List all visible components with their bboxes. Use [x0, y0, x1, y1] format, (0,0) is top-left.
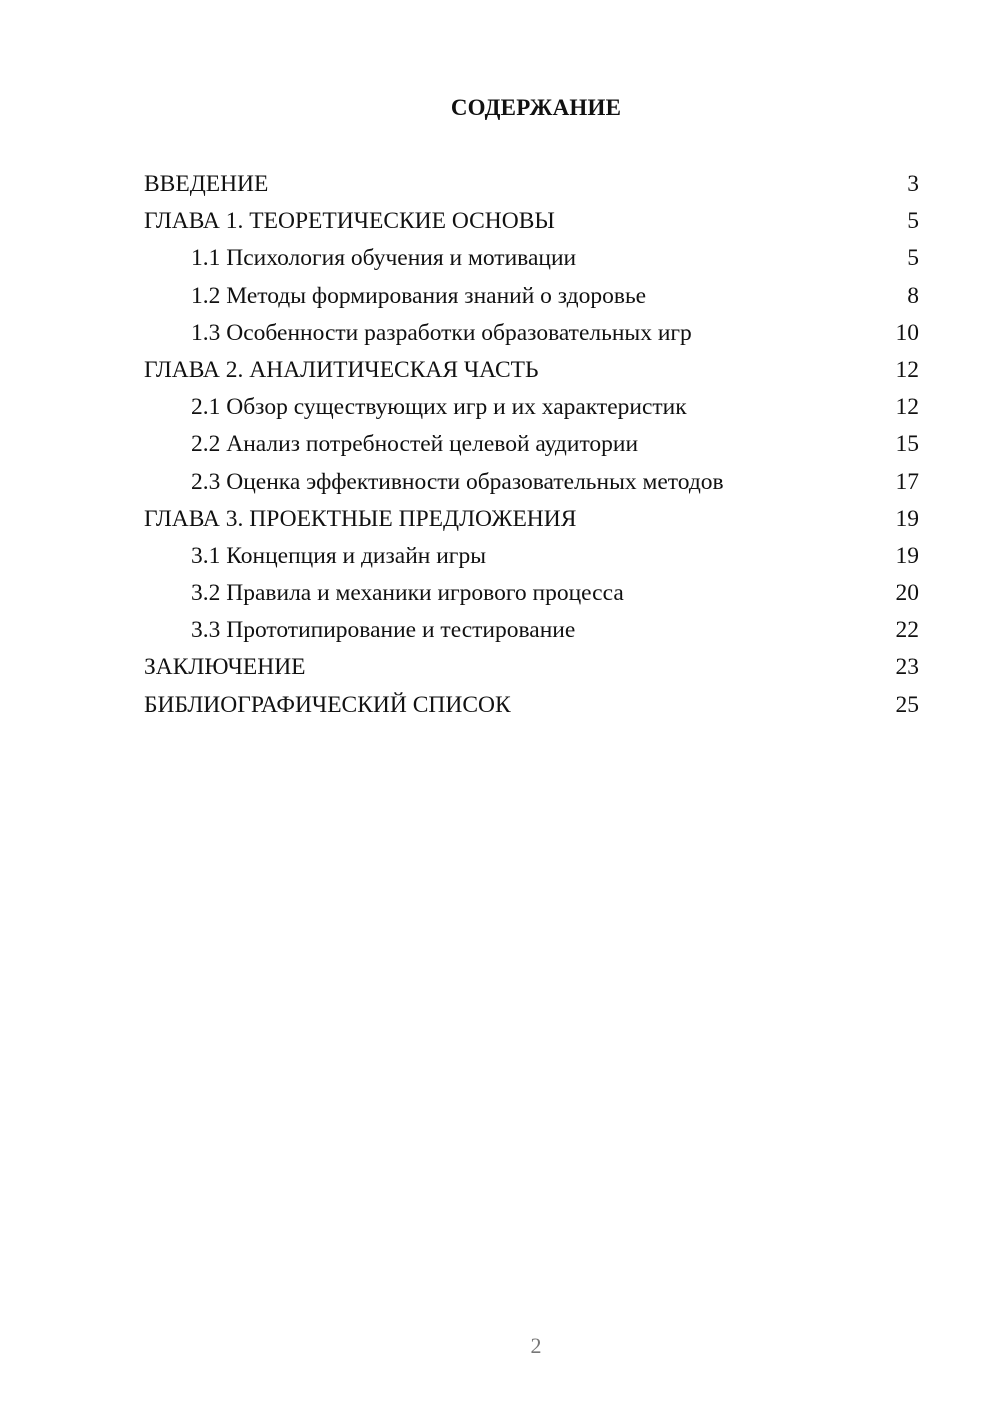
toc-entry-page: 12	[895, 394, 919, 421]
toc-entry-section-2-3[interactable]	[144, 464, 919, 501]
toc-entry-label: ГЛАВА 3. ПРОЕКТНЫЕ ПРЕДЛОЖЕНИЯ	[144, 505, 577, 532]
toc-entry-label: 1.3 Особенности разработки образовательных игр	[191, 319, 692, 346]
toc-entry-chapter-2[interactable]	[144, 352, 919, 389]
toc-entry-page: 5	[907, 208, 919, 235]
toc-entry-page: 15	[895, 431, 919, 458]
toc-entry-section-2-2[interactable]	[144, 426, 919, 463]
toc-entry-section-3-1[interactable]	[144, 538, 919, 575]
toc-entry-introduction[interactable]	[144, 166, 919, 203]
toc-entry-bibliography[interactable]	[144, 687, 919, 724]
toc-entry-label: БИБЛИОГРАФИЧЕСКИЙ СПИСОК	[144, 691, 511, 718]
toc-entry-label: ЗАКЛЮЧЕНИЕ	[144, 654, 306, 681]
toc-entry-chapter-1[interactable]	[144, 203, 919, 240]
toc-entry-section-3-3[interactable]	[144, 612, 919, 649]
toc-entry-label: 2.3 Оценка эффективности образовательных методов	[191, 468, 724, 495]
toc-title: СОДЕРЖАНИЕ	[450, 95, 622, 120]
toc-entry-page: 22	[895, 617, 919, 644]
page-number: 2	[530, 1333, 542, 1358]
toc-entry-page: 23	[895, 654, 919, 681]
toc-entry-page: 20	[895, 580, 919, 607]
toc-entry-page: 8	[907, 282, 919, 309]
toc-entry-section-3-2[interactable]	[144, 575, 919, 612]
toc-entry-section-1-1[interactable]	[144, 240, 919, 277]
toc-entry-page: 17	[895, 468, 919, 495]
toc-entry-label: 3.3 Прототипирование и тестирование	[191, 617, 576, 644]
toc-entry-label: 2.1 Обзор существующих игр и их характеристик	[191, 394, 687, 421]
toc-entry-label: 1.1 Психология обучения и мотивации	[191, 245, 577, 272]
toc-entry-conclusion[interactable]	[144, 649, 919, 686]
toc-entry-section-2-1[interactable]	[144, 389, 919, 426]
toc-entry-page: 25	[895, 691, 919, 718]
table-of-contents	[144, 166, 919, 724]
toc-entry-page: 19	[895, 505, 919, 532]
toc-entry-page: 5	[907, 245, 919, 272]
toc-entry-page: 10	[895, 319, 919, 346]
toc-entry-section-1-2[interactable]	[144, 278, 919, 315]
toc-entry-label: 3.2 Правила и механики игрового процесса	[191, 580, 624, 607]
toc-entry-page: 3	[907, 171, 919, 197]
toc-entry-chapter-3[interactable]	[144, 501, 919, 538]
toc-entry-page: 12	[895, 356, 919, 383]
toc-entry-label: ГЛАВА 1. ТЕОРЕТИЧЕСКИЕ ОСНОВЫ	[144, 208, 555, 235]
toc-entry-label: ВВЕДЕНИЕ	[144, 171, 269, 197]
toc-entry-label: ГЛАВА 2. АНАЛИТИЧЕСКАЯ ЧАСТЬ	[144, 356, 539, 383]
toc-entry-label: 1.2 Методы формирования знаний о здоровье	[191, 282, 647, 309]
toc-entry-page: 19	[895, 542, 919, 569]
toc-entry-section-1-3[interactable]	[144, 315, 919, 352]
toc-entry-label: 2.2 Анализ потребностей целевой аудитории	[191, 431, 639, 458]
toc-entry-label: 3.1 Концепция и дизайн игры	[191, 542, 486, 569]
